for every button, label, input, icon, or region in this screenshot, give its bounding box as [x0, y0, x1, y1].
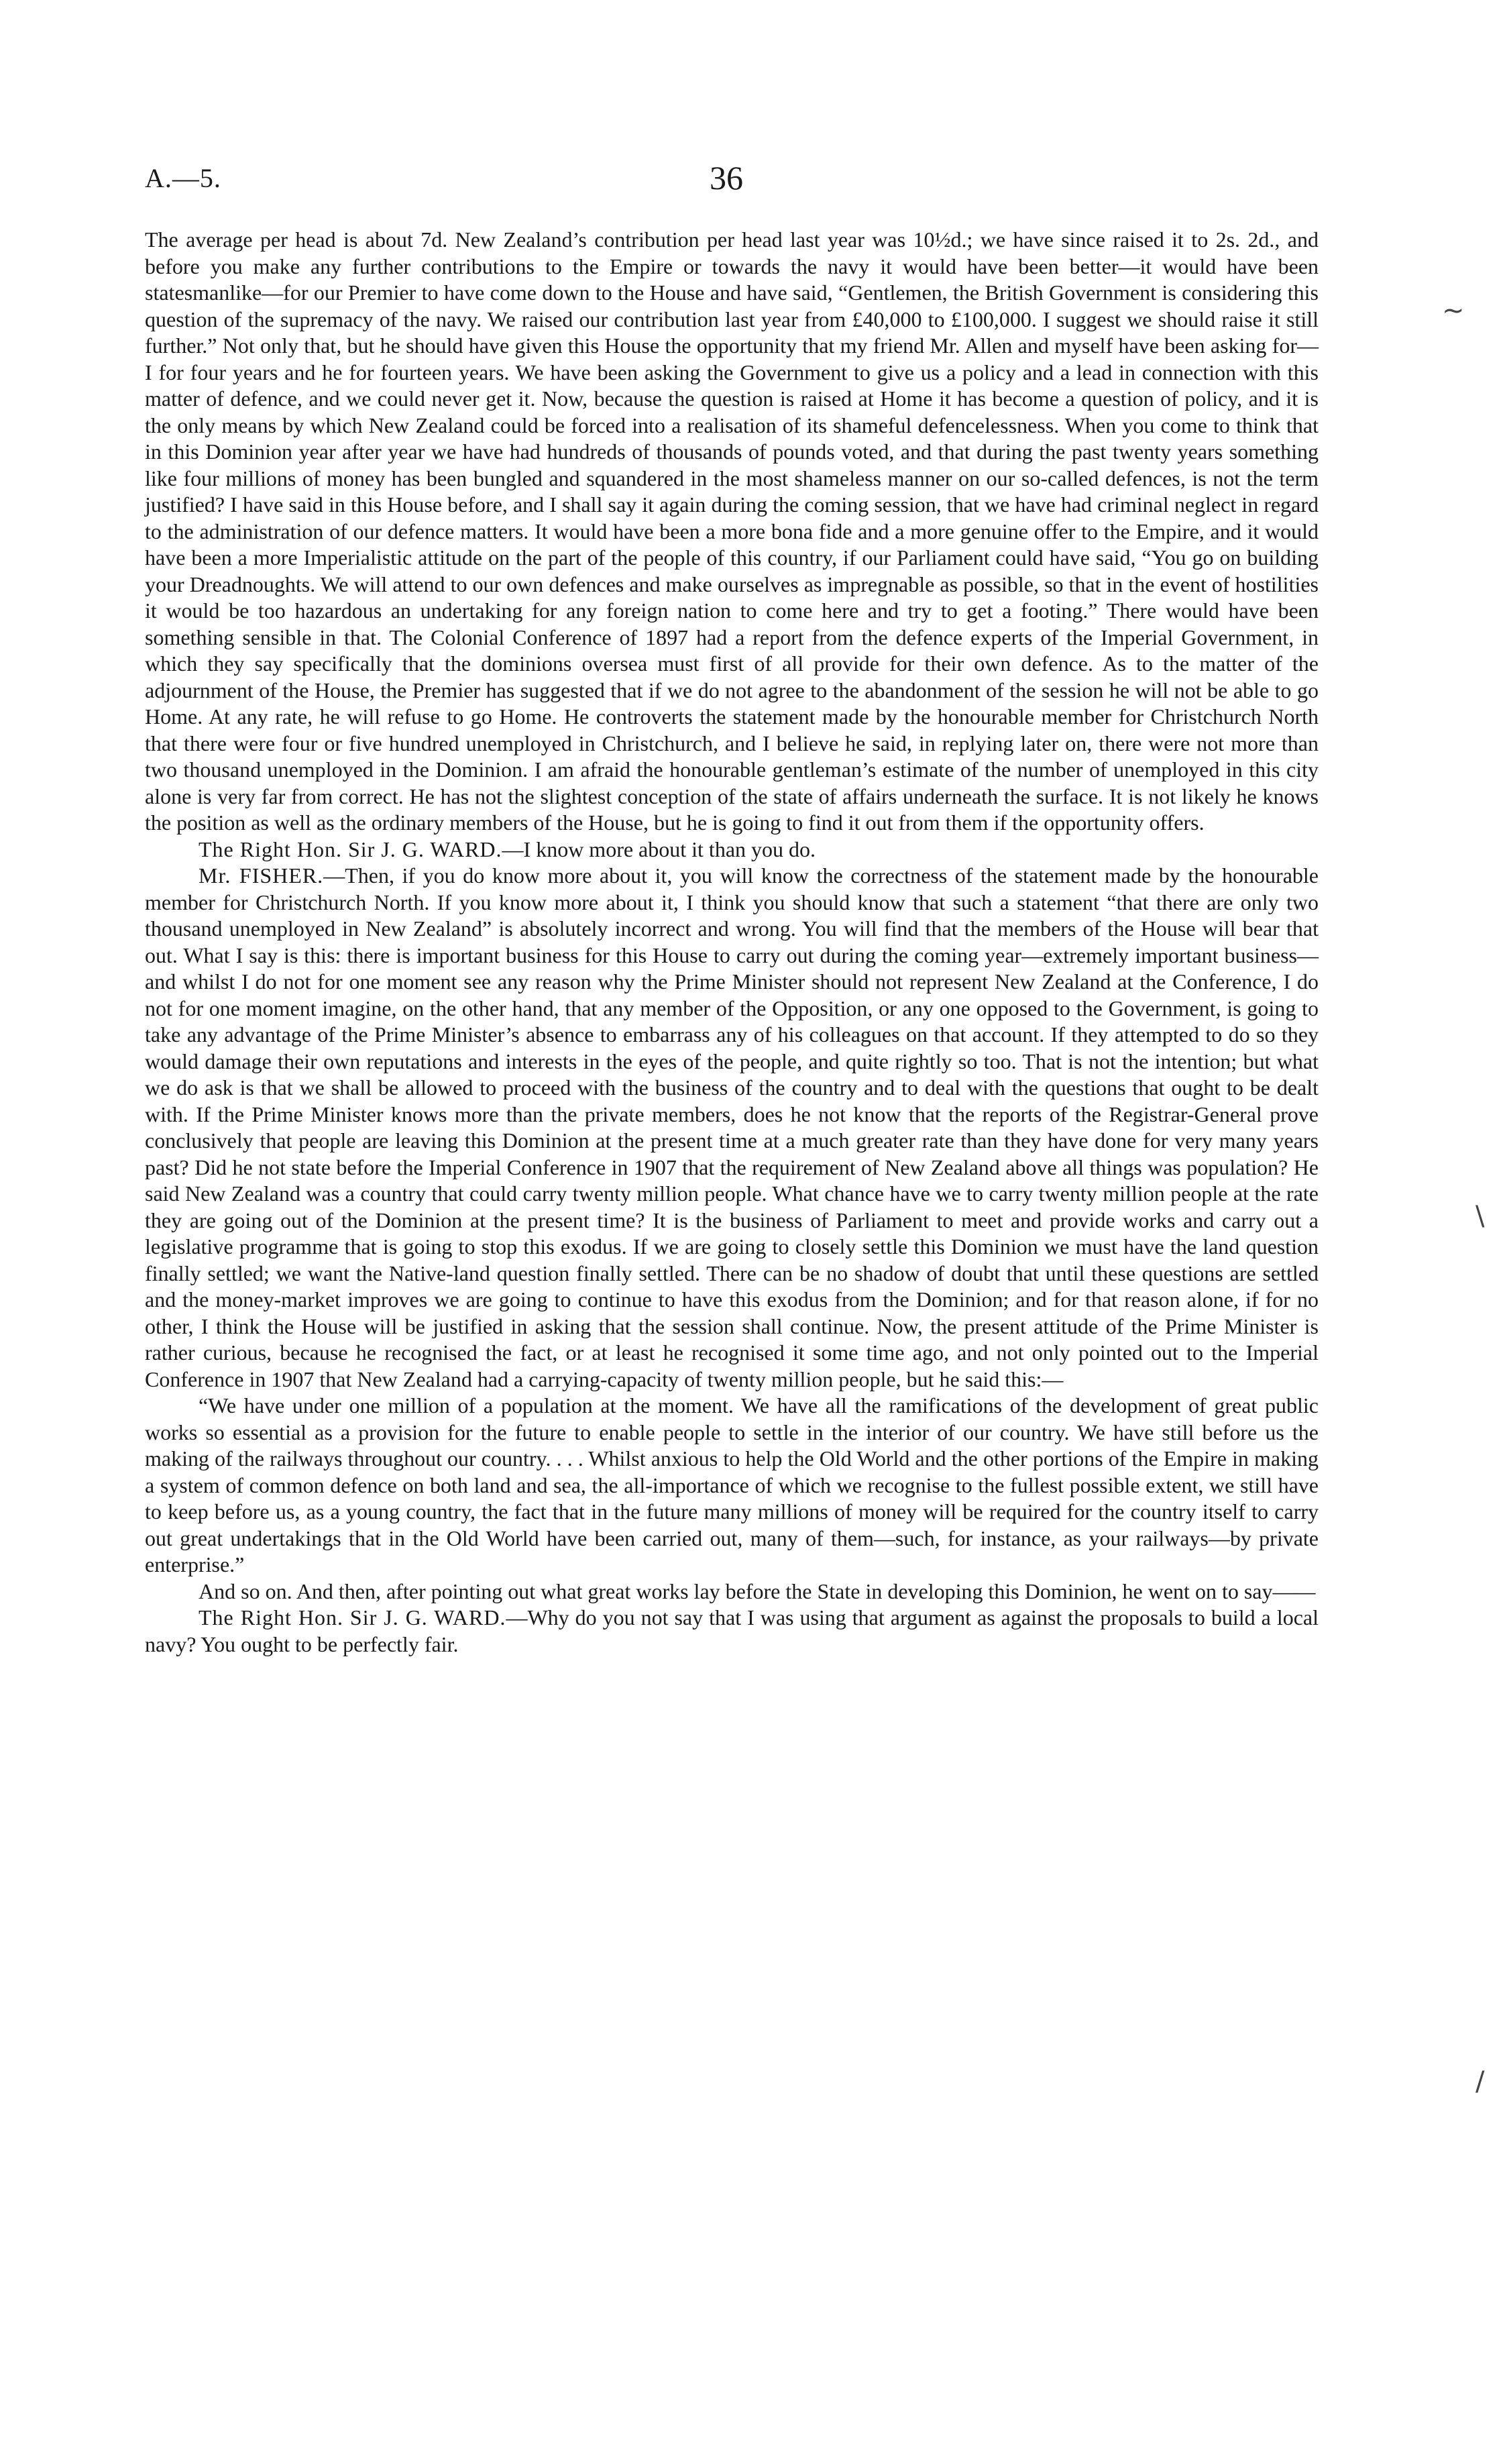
- page-header: [145, 159, 1319, 203]
- body-text: [145, 227, 1319, 1658]
- paragraph-6: The Right Hon. Sir J. G. WARD.—Why do you not say that I was using that argument as against the proposals to build a local navy? You ought to be perfectly fair.: [145, 1605, 1319, 1656]
- quotation: “We have under one million of a population at the moment. We have all the ramifications of the development of great public works so essential as a provision for the future to enable people to settle in the interior of our country. We have still before us the making of the railways throughout our country. . . . Whilst anxious to help the Old World and the other portions of the Empire in making a system of common defence on both land and sea, the all-importance of which we recognise to the fullest possible extent, we still have to keep before us, as a young country, the fact that in the future many millions of money will be required for the country itself to carry out great undertakings that in the Old World have been carried out, many of them—such, for instance, as your railways—by private enterprise.”: [145, 1393, 1319, 1576]
- page-number: 36: [710, 159, 743, 197]
- paragraph-5: And so on. And then, after pointing out what great works lay before the State in developing this Dominion, he went on to say——: [199, 1578, 1316, 1603]
- margin-mark: \: [1475, 1201, 1485, 1232]
- paragraph-2: The Right Hon. Sir J. G. WARD.—I know more about it than you do.: [199, 837, 816, 861]
- margin-mark: ~: [1442, 295, 1465, 326]
- document-reference: A.—5.: [145, 163, 221, 193]
- paragraph-1: The average per head is about 7d. New Zealand’s contribution per head last year was 10½d.; we have since raised it to 2s. 2d., and before you make any further contributions to the Empire or towards the navy it would have been better—it would have been statesmanlike—for our Premier to have come down to the House and have said, “Gentlemen, the British Government is considering this question of the supremacy of the navy. We raised our contribution last year from £40,000 to £100,000. I suggest we should raise it still further.” Not only that, but he should have given this House the opportunity that my friend Mr. Allen and myself have been asking for—I for four years and he for fourteen years. We have been asking the Government to give us a policy and a lead in connection with this matter of defence, and we could never get it. Now, because the question is raised at Home it has become a question of policy, and it is the only means by which New Zealand could be forced into a realisation of its shameful defencelessness. When you come to think that in this Dominion year after year we have had hundreds of thousands of pounds voted, and that during the past twenty years something like four millions of money has been bungled and squandered in the most shameless manner on our so-called defences, is not the term justified? I have said in this House before, and I shall say it again during the coming session, that we have had criminal neglect in regard to the administration of our defence matters. It would have been a more bona fide and a more genuine offer to the Empire, and it would have been a more Imperialistic attitude on the part of the people of this country, if our Parliament could have said, “You go on building your Dreadnoughts. We will attend to our own defences and make ourselves as impregnable as possible, so that in the event of hostilities it would be too hazardous an undertaking for any foreign nation to come here and try to get a footing.” There would have been something sensible in that. The Colonial Conference of 1897 had a report from the defence experts of the Imperial Government, in which they say specifically that the dominions oversea must first of all provide for their own defence. As to the matter of the adjournment of the House, the Premier has suggested that if we do not agree to the abandonment of the session he will not be able to go Home. At any rate, he will refuse to go Home. He controverts the statement made by the honourable member for Christchurch North that there were four or five hundred unemployed in Christchurch, and I believe he said, in replying later on, there were not more than two thousand unemployed in the Dominion. I am afraid the honourable gentleman’s estimate of the number of unemployed in this city alone is very far from correct. He has not the slightest conception of the state of affairs underneath the surface. It is not likely he knows the position as well as the ordinary members of the House, but he is going to find it out from them if the opportunity offers.: [145, 227, 1319, 835]
- margin-mark: /: [1475, 2066, 1485, 2097]
- speaker-fisher: Mr. FISHER.: [199, 863, 324, 888]
- speaker-ward: The Right Hon. Sir J. G. WARD.: [199, 1605, 506, 1629]
- speaker-ward: The Right Hon. Sir J. G. WARD.: [199, 837, 502, 861]
- paragraph-3: Mr. FISHER.—Then, if you do know more about it, you will know the correctness of the statement made by the honourable member for Christchurch North. If you know more about it, I think you should know that such a statement “that there are only two thousand unemployed in New Zealand” is absolutely incorrect and wrong. You will find that the members of the House will bear that out. What I say is this: there is important business for this House to carry out during the coming year—extremely important business—and whilst I do not for one moment see any reason why the Prime Minister should not represent New Zealand at the Conference, I do not for one moment imagine, on the other hand, that any member of the Opposition, or any one opposed to the Government, is going to take any advantage of the Prime Minister’s absence to embarrass any of his colleagues on that account. If they attempted to do so they would damage their own reputations and interests in the eyes of the people, and quite rightly so too. That is not the intention; but what we do ask is that we shall be allowed to proceed with the business of the country and to deal with the questions that ought to be dealt with. If the Prime Minister knows more than the private members, does he not know that the reports of the Registrar-General prove conclusively that people are leaving this Dominion at the present time at a much greater rate than they have done for very many years past? Did he not state before the Imperial Conference in 1907 that the requirement of New Zealand above all things was population? He said New Zealand was a country that could carry twenty million people. What chance have we to carry twenty million people at the rate they are going out of the Dominion at the present time? It is the business of Parliament to meet and provide works and carry out a legislative programme that is going to stop this exodus. If we are going to closely settle this Dominion we must have the land question finally settled; we want the Native-land question finally settled. There can be no shadow of doubt that until these questions are settled and the money-market improves we are going to continue to have this exodus from the Dominion; and for that reason alone, if for no other, I think the House will be justified in asking that the session shall continue. Now, the present attitude of the Prime Minister is rather curious, because he recognised the fact, or at least he recognised it some time ago, and not only pointed out to the Imperial Conference in 1907 that New Zealand had a carrying-capacity of twenty million people, but he said this:—: [145, 863, 1319, 1391]
